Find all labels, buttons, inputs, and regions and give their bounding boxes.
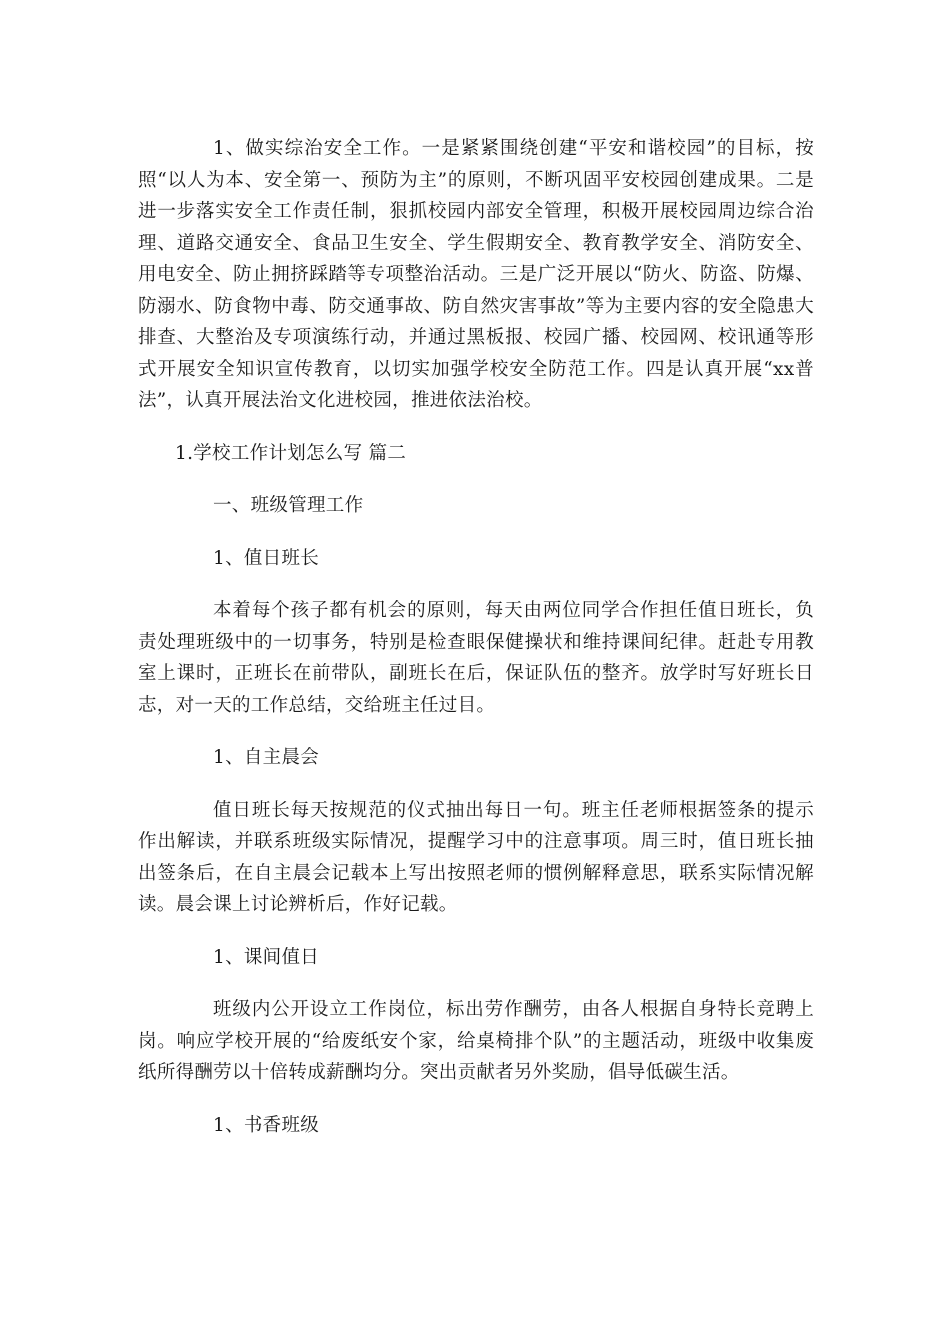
item-body-duty-monitor: 本着每个孩子都有机会的原则，每天由两位同学合作担任值日班长，负责处理班级中的一切事务，特别是检查眼保健操状和维持课间纪律。赶赴专用教室上课时，正班长在前带队，副班长在后，保证队伍的整齐。放学时写好班长日志，对一天的工作总结，交给班主任过目。 xyxy=(138,600,814,716)
document-body xyxy=(138,133,814,1141)
item-heading-break-duty: 1、课间值日 xyxy=(213,946,320,968)
subsection-class-management: 一、班级管理工作 xyxy=(213,495,364,516)
item-body-morning-meeting: 值日班长每天按规范的仪式抽出每日一句。班主任老师根据签条的提示作出解读，并联系班级实际情况，提醒学习中的注意事项。周三时，值日班长抽出签条后，在自主晨会记载本上写出按照老师的惯例解释意思，联系实际情况解读。晨会课上讨论辨析后，作好记载。 xyxy=(138,799,814,915)
item-heading-morning-meeting: 1、自主晨会 xyxy=(213,747,320,768)
item-body-break-duty: 班级内公开设立工作岗位，标出劳作酬劳，由各人根据自身特长竞聘上岗。响应学校开展的“给废纸安个家，给桌椅排个队”的主题活动，班级中收集废纸所得酬劳以十倍转成薪酬均分。突出贡献者另外奖励，倡导低碳生活。 xyxy=(138,999,814,1083)
item-heading-duty-monitor: 1、值日班长 xyxy=(213,547,320,569)
item-heading-reading-class: 1、书香班级 xyxy=(213,1114,320,1136)
paragraph-safety-work: 1、做实综治安全工作。一是紧紧围绕创建“平安和谐校园”的目标，按照“以人为本、安全第一、预防为主”的原则，不断巩固平安校园创建成果。二是进一步落实安全工作责任制，狠抓校园内部安全管理，积极开展校园周边综合治理、道路交通安全、食品卫生安全、学生假期安全、教育教学安全、消防安全、用电安全、防止拥挤踩踏等专项整治活动。三是广泛开展以“防火、防盗、防爆、防溺水、防食物中毒、防交通事故、防自然灾害事故”等为主要内容的安全隐患大排查、大整治及专项演练行动，并通过黑板报、校园广播、校园网、校讯通等形式开展安全知识宣传教育，以切实加强学校安全防范工作。四是认真开展“xx普法”，认真开展法治文化进校园，推进依法治校。 xyxy=(138,138,814,411)
section-title: 1.学校工作计划怎么写 篇二 xyxy=(175,442,407,464)
